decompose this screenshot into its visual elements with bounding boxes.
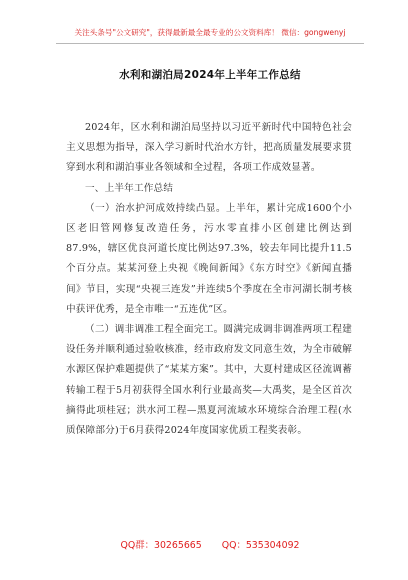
body-paragraph: （二）调非调准工程全面完工。圆满完成调非调准两项工程建设任务并顺利通过验收核准，经市政府发文同意生效，为全市破解水源区保护难题提供了“某某方案”。其中，大夏村建成区径流调蓄转输工程于5月初获得全国水利行业最高奖—大禹奖，是全区首次摘得此项桂冠；洪水河工程—黑夏河流域水环境综合治理工程(水质保障部分)于6月获得2024年度国家优质工程奖表彰。 <box>66 324 352 437</box>
section-heading: 一、上半年工作总结 <box>85 182 174 194</box>
body-paragraph: （一）治水护河成效持续凸显。上半年，累计完成1600个小区老旧管网修复改造任务，污水零直排小区创建比例达到87.9%，辖区优良河道长度比例达97.3%，较去年同比提升11.5个百分点。某某河登上央视《晚间新闻》《东方时空》《新闻直播间》节目，实现“央视三连发”并连续5个季度在全市河湖长制考核中获评优秀，是全市唯一“五连优”区。 <box>66 202 352 315</box>
document-page <box>56 0 364 580</box>
banner-divider <box>56 43 364 44</box>
qq-contact-label: QQ：535304092 <box>221 540 300 551</box>
qq-group-label: QQ群：30265665 <box>120 540 202 551</box>
promo-banner: 关注头条号"公文研究"，获得最新最全最专业的公文资料库！ 微信：gongwenyj <box>74 28 346 37</box>
document-title: 水利和湖泊局2024年上半年工作总结 <box>119 69 301 81</box>
intro-paragraph: 2024年，区水利和湖泊局坚持以习近平新时代中国特色社会主义思想为指导，深入学习新时代治水方针，把高质量发展要求贯穿到水利和湖泊事业各领域和全过程，各项工作成效显著。 <box>66 122 352 174</box>
document-body <box>66 118 352 441</box>
footer-contact <box>56 537 364 551</box>
